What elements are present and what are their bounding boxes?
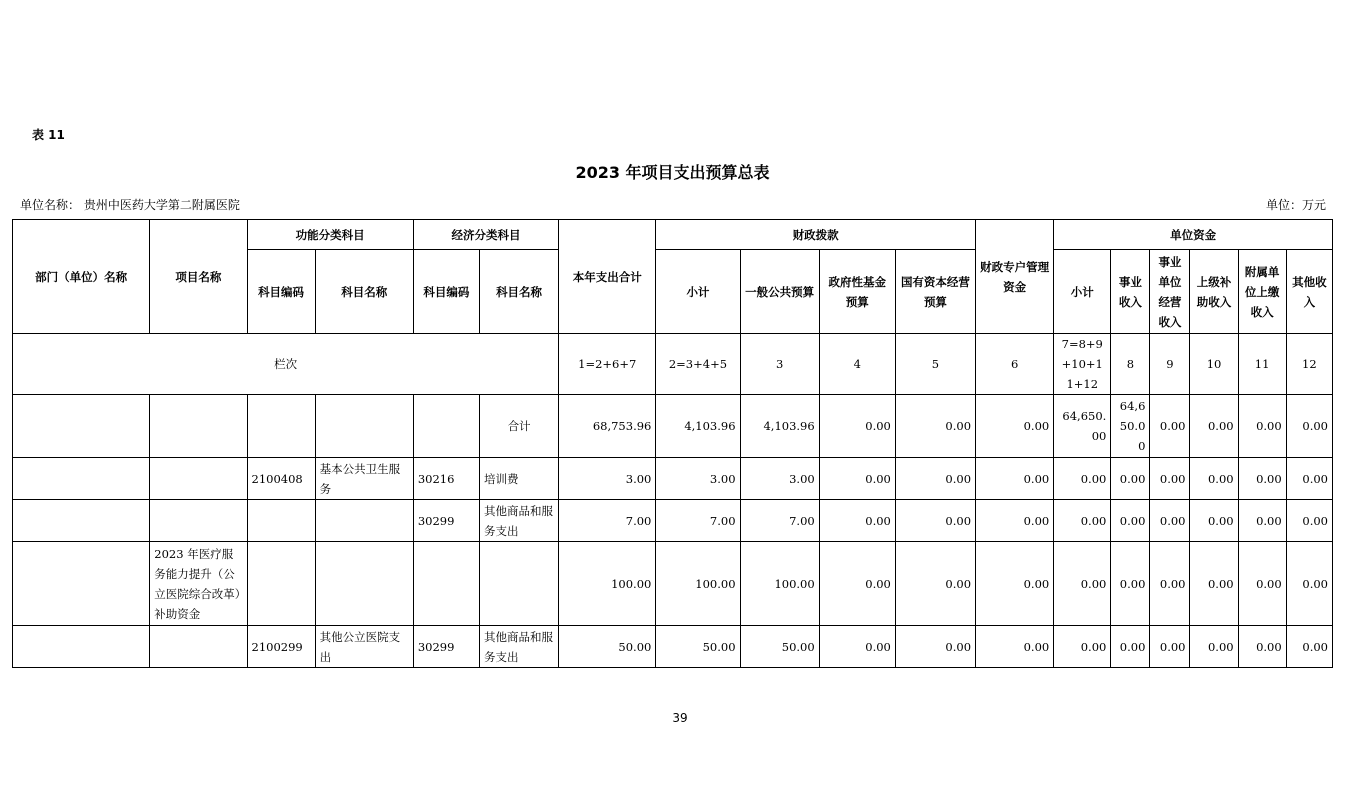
cell-dept (13, 542, 150, 626)
unit-name-label: 单位名称： (20, 198, 81, 212)
column-number: 4 (819, 334, 895, 395)
page-number: 39 (672, 711, 688, 725)
cell-value: 0.00 (1238, 395, 1286, 458)
cell-value: 64,650.00 (1111, 395, 1150, 458)
table-row (13, 458, 1333, 500)
cell-project: 2023 年医疗服务能力提升（公立医院综合改革）补助资金 (150, 542, 247, 626)
cell-func-name (315, 395, 413, 458)
cell-econ-code (413, 542, 479, 626)
cell-value: 0.00 (1286, 626, 1332, 668)
header-fund: 政府性基金预算 (819, 250, 895, 334)
cell-func-name (315, 500, 413, 542)
header-econ-group: 经济分类科目 (413, 220, 558, 250)
cell-dept (13, 395, 150, 458)
cell-econ-code: 30299 (413, 626, 479, 668)
column-number: 3 (740, 334, 819, 395)
header-dept: 部门（单位）名称 (13, 220, 150, 334)
cell-econ-code (413, 395, 479, 458)
cell-project (150, 395, 247, 458)
cell-value: 0.00 (976, 395, 1054, 458)
cell-value: 0.00 (1054, 500, 1111, 542)
header-affiliated: 附属单位上缴收入 (1238, 250, 1286, 334)
cell-value: 0.00 (1150, 395, 1190, 458)
table-row (13, 500, 1333, 542)
cell-func-name: 基本公共卫生服务 (315, 458, 413, 500)
header-unit-subtotal: 小计 (1054, 250, 1111, 334)
cell-value: 0.00 (1054, 542, 1111, 626)
column-number-label: 栏次 (13, 334, 559, 395)
cell-value: 0.00 (1286, 395, 1332, 458)
table-row (13, 542, 1333, 626)
cell-value: 0.00 (895, 626, 975, 668)
cell-econ-name (479, 542, 558, 626)
cell-value: 4,103.96 (740, 395, 819, 458)
cell-value: 0.00 (1054, 626, 1111, 668)
cell-func-name: 其他公立医院支出 (315, 626, 413, 668)
cell-dept (13, 500, 150, 542)
cell-value: 64,650.00 (1054, 395, 1111, 458)
cell-econ-code: 30216 (413, 458, 479, 500)
cell-value: 7.00 (559, 500, 656, 542)
cell-value: 0.00 (1150, 542, 1190, 626)
cell-value: 0.00 (1054, 458, 1111, 500)
header-econ-name: 科目名称 (479, 250, 558, 334)
cell-value: 0.00 (819, 542, 895, 626)
cell-value: 0.00 (976, 542, 1054, 626)
cell-value: 68,753.96 (559, 395, 656, 458)
cell-value: 0.00 (1111, 542, 1150, 626)
cell-value: 7.00 (656, 500, 740, 542)
column-number: 5 (895, 334, 975, 395)
header-other: 其他收入 (1286, 250, 1332, 334)
cell-dept (13, 626, 150, 668)
header-fiscal-group: 财政拨款 (656, 220, 976, 250)
cell-value: 0.00 (1190, 542, 1238, 626)
header-special: 财政专户管理资金 (976, 220, 1054, 334)
cell-value: 0.00 (976, 500, 1054, 542)
cell-value: 0.00 (1190, 626, 1238, 668)
cell-value: 0.00 (976, 626, 1054, 668)
header-upper: 上级补助收入 (1190, 250, 1238, 334)
column-number: 6 (976, 334, 1054, 395)
cell-value: 0.00 (1286, 500, 1332, 542)
cell-value: 50.00 (559, 626, 656, 668)
cell-value: 0.00 (1190, 500, 1238, 542)
cell-value: 4,103.96 (656, 395, 740, 458)
header-fiscal-subtotal: 小计 (656, 250, 740, 334)
header-func-group: 功能分类科目 (247, 220, 413, 250)
cell-value: 3.00 (559, 458, 656, 500)
header-state-capital: 国有资本经营预算 (895, 250, 975, 334)
cell-value: 0.00 (1286, 458, 1332, 500)
cell-value: 0.00 (895, 500, 975, 542)
cell-value: 0.00 (819, 626, 895, 668)
cell-value: 0.00 (1238, 500, 1286, 542)
cell-value: 0.00 (1150, 626, 1190, 668)
cell-value: 3.00 (740, 458, 819, 500)
cell-econ-name: 培训费 (479, 458, 558, 500)
page-title: 2023 年项目支出预算总表 (575, 163, 770, 182)
column-number: 12 (1286, 334, 1332, 395)
budget-table (12, 219, 1333, 668)
header-unit-group: 单位资金 (1054, 220, 1333, 250)
header-biz-income: 事业收入 (1111, 250, 1150, 334)
header-project: 项目名称 (150, 220, 247, 334)
cell-value: 0.00 (1238, 542, 1286, 626)
cell-econ-name: 合计 (479, 395, 558, 458)
column-number: 2=3+4+5 (656, 334, 740, 395)
cell-project (150, 626, 247, 668)
cell-func-code: 2100408 (247, 458, 315, 500)
cell-value: 50.00 (740, 626, 819, 668)
cell-func-code (247, 542, 315, 626)
cell-value: 7.00 (740, 500, 819, 542)
unit-name-value: 贵州中医药大学第二附属医院 (83, 198, 240, 212)
header-biz-op: 事业单位经营收入 (1150, 250, 1190, 334)
header-func-name: 科目名称 (315, 250, 413, 334)
cell-func-code: 2100299 (247, 626, 315, 668)
cell-value: 0.00 (895, 395, 975, 458)
cell-func-code (247, 395, 315, 458)
table-row (13, 395, 1333, 458)
column-number: 7=8+9+10+11+12 (1054, 334, 1111, 395)
column-number: 9 (1150, 334, 1190, 395)
cell-value: 100.00 (559, 542, 656, 626)
cell-value: 0.00 (1150, 500, 1190, 542)
cell-value: 0.00 (1111, 626, 1150, 668)
cell-value: 0.00 (1190, 458, 1238, 500)
cell-econ-code: 30299 (413, 500, 479, 542)
cell-dept (13, 458, 150, 500)
cell-value: 3.00 (656, 458, 740, 500)
cell-value: 0.00 (895, 458, 975, 500)
cell-value: 0.00 (1286, 542, 1332, 626)
unit-name-line (20, 196, 240, 213)
cell-func-name (315, 542, 413, 626)
cell-value: 50.00 (656, 626, 740, 668)
cell-value: 0.00 (1111, 458, 1150, 500)
cell-value: 0.00 (819, 458, 895, 500)
cell-value: 0.00 (895, 542, 975, 626)
column-number: 10 (1190, 334, 1238, 395)
cell-value: 0.00 (1190, 395, 1238, 458)
cell-econ-name: 其他商品和服务支出 (479, 626, 558, 668)
column-number: 1=2+6+7 (559, 334, 656, 395)
column-number: 8 (1111, 334, 1150, 395)
cell-project (150, 458, 247, 500)
column-number: 11 (1238, 334, 1286, 395)
cell-value: 0.00 (1238, 626, 1286, 668)
cell-value: 0.00 (1111, 500, 1150, 542)
header-total: 本年支出合计 (559, 220, 656, 334)
cell-value: 0.00 (819, 395, 895, 458)
cell-value: 100.00 (656, 542, 740, 626)
cell-value: 0.00 (976, 458, 1054, 500)
unit-label: 单位：万元 (1265, 198, 1326, 212)
header-econ-code: 科目编码 (413, 250, 479, 334)
cell-value: 100.00 (740, 542, 819, 626)
cell-func-code (247, 500, 315, 542)
cell-project (150, 500, 247, 542)
cell-value: 0.00 (1150, 458, 1190, 500)
table-row (13, 626, 1333, 668)
table-tag: 表 11 (32, 128, 65, 142)
cell-value: 0.00 (1238, 458, 1286, 500)
cell-econ-name: 其他商品和服务支出 (479, 500, 558, 542)
header-func-code: 科目编码 (247, 250, 315, 334)
cell-value: 0.00 (819, 500, 895, 542)
header-general: 一般公共预算 (740, 250, 819, 334)
